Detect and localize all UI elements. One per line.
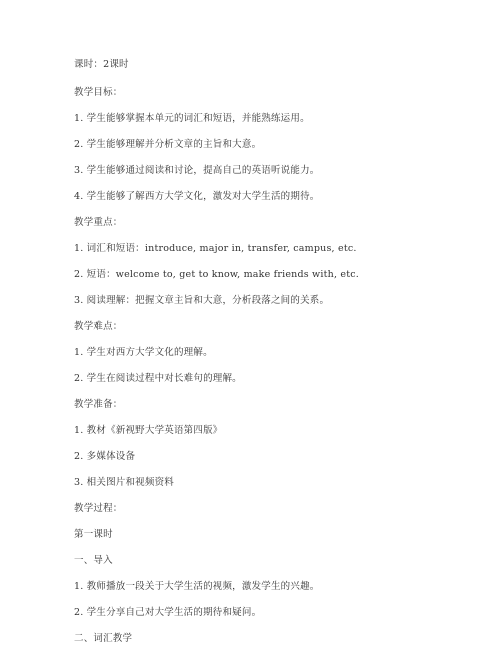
preparation-heading: 教学准备：	[74, 399, 123, 410]
preparation-item-2: 2. 多媒体设备	[74, 451, 136, 462]
difficulties-heading: 教学难点：	[74, 321, 123, 332]
section-vocabulary-heading: 二、词汇教学	[74, 633, 133, 644]
key-points-heading: 教学重点：	[74, 217, 123, 228]
introduction-item-2: 2. 学生分享自己对大学生活的期待和疑问。	[74, 607, 262, 618]
section-introduction-heading: 一、导入	[74, 555, 113, 566]
key-point-item-3: 3. 阅读理解：把握文章主旨和大意，分析段落之间的关系。	[74, 295, 330, 306]
difficulty-item-1: 1. 学生对西方大学文化的理解。	[74, 347, 213, 358]
process-heading: 教学过程：	[74, 503, 123, 514]
objective-item-3: 3. 学生能够通过阅读和讨论，提高自己的英语听说能力。	[74, 165, 320, 176]
key-point-item-1: 1. 词汇和短语：introduce, major in, transfer, campus, etc.	[74, 243, 357, 254]
class-hours-line: 课时：2课时	[74, 59, 129, 70]
preparation-item-1: 1. 教材《新视野大学英语第四版》	[74, 425, 223, 436]
objective-item-4: 4. 学生能够了解西方大学文化，激发对大学生活的期待。	[74, 191, 320, 202]
first-lesson-heading: 第一课时	[74, 529, 113, 540]
objective-item-1: 1. 学生能够掌握本单元的词汇和短语，并能熟练运用。	[74, 113, 310, 124]
introduction-item-1: 1. 教师播放一段关于大学生活的视频，激发学生的兴趣。	[74, 581, 320, 592]
difficulty-item-2: 2. 学生在阅读过程中对长难句的理解。	[74, 373, 242, 384]
objective-item-2: 2. 学生能够理解并分析文章的主旨和大意。	[74, 139, 262, 150]
key-point-item-2: 2. 短语：welcome to, get to know, make friends with, etc.	[74, 269, 359, 280]
objectives-heading: 教学目标：	[74, 87, 123, 98]
preparation-item-3: 3. 相关图片和视频资料	[74, 477, 174, 488]
